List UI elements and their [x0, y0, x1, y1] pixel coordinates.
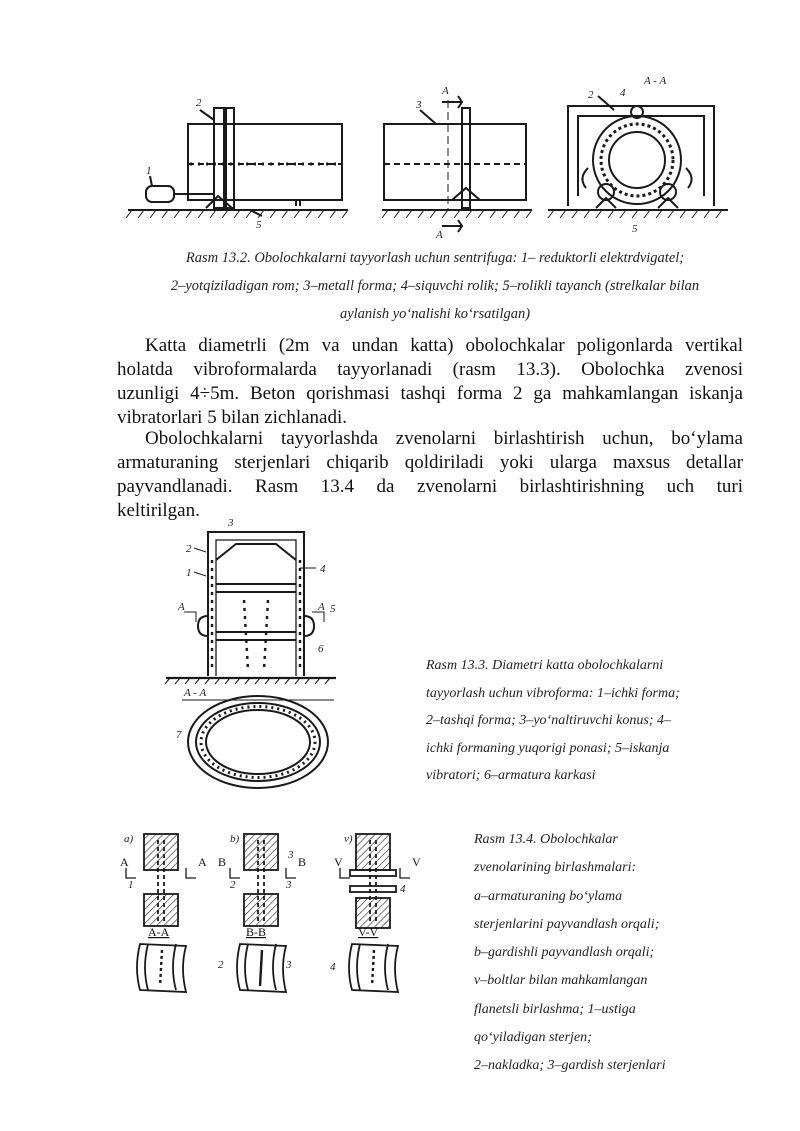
panel-a-letter: a) [124, 833, 134, 845]
fig3-section-aa: A - A [184, 687, 207, 699]
paragraph-line: armaturaning sterjenlari chiqarib qoldiriladi yoki ularga maxsus detallar [117, 452, 743, 473]
panel-b-left-mark: B [218, 855, 227, 869]
caption-line: 2–yotqiziladigan rom; 3–metall forma; 4–siquvchi rolik; 5–rolikli tayanch (strelkalar bilan [170, 278, 700, 294]
caption-line: sterjenlarini payvandlash orqali; [474, 916, 660, 932]
panel-a-right-mark: A [198, 855, 207, 869]
caption-line: Rasm 13.4. Obolochkalar [474, 832, 618, 847]
paragraph-line: Obolochkalarni tayyorlashda zvenolarni birlashtirish uchun, bo‘ylama [145, 428, 743, 449]
panel-a-left-mark: A [120, 855, 129, 869]
fig2-label-3: 3 [416, 99, 422, 111]
fig3-label-1: 1 [186, 567, 192, 579]
panel-v-label-4b: 4 [330, 961, 336, 973]
paragraph-line: payvandlanadi. Rasm 13.4 da zvenolarni birlashtirishning uch turi [117, 476, 743, 497]
panel-v [340, 834, 410, 992]
caption-line: zvenolarining birlashmalari: [474, 860, 637, 876]
caption-line: flanetsli birlashma; 1–ustiga [474, 1001, 636, 1017]
panel-v-letter: v) [344, 833, 353, 845]
panel-b-label-2: 2 [230, 879, 236, 891]
caption-line: 2–tashqi forma; 3–yo‘naltiruvchi konus; 4– [426, 713, 671, 728]
fig2-label-2b: 2 [588, 89, 594, 101]
fig2-label-5b: 5 [632, 223, 638, 235]
caption-line: ichki formaning yuqorigi ponasi; 5–iskanja [426, 740, 670, 756]
panel-b-label-2b: 2 [218, 959, 224, 971]
caption-line: b–gardishli payvandlash orqali; [474, 945, 655, 961]
fig3-section-a-right: A [318, 601, 325, 613]
fig2-label-1: 1 [146, 165, 152, 177]
panel-b-label-3b: 3 [288, 849, 294, 861]
panel-b-letter: b) [230, 833, 240, 845]
fig3-section-a-left: A [178, 601, 185, 613]
fig2-label-2: 2 [196, 97, 202, 109]
panel-b-label-3: 3 [286, 879, 292, 891]
caption-line: v–boltlar bilan mahkamlangan [474, 973, 648, 989]
paragraph-line: keltirilgan. [117, 500, 200, 521]
figure-13-4-caption [474, 826, 774, 1081]
caption-line: aylanish yo‘nalishi ko‘rsatilgan) [339, 306, 531, 322]
fig3-label-5: 5 [330, 603, 336, 615]
fig3-label-2: 2 [186, 543, 192, 555]
panel-b-section: B-B [246, 925, 267, 939]
fig3-label-7: 7 [176, 729, 182, 741]
caption-line: 2–nakladka; 3–gardish sterjenlari [474, 1058, 666, 1074]
panel-b-label-3c: 3 [286, 959, 292, 971]
fig3-label-4: 4 [320, 563, 326, 575]
panel-v-right-mark: V [412, 855, 421, 869]
fig2-section-aa: A - A [644, 75, 667, 87]
fig2-label-4: 4 [620, 87, 626, 99]
caption-line: a–armaturaning bo‘ylama [474, 888, 623, 904]
caption-line: vibratori; 6–armatura karkasi [426, 768, 596, 783]
panel-a-section: A-A [148, 925, 170, 939]
panel-v-label-4: 4 [400, 883, 406, 895]
fig2-label-5: 5 [256, 219, 262, 231]
panel-v-left-mark: V [334, 855, 343, 869]
paragraph-line: vibratorlari 5 bilan zichlanadi. [117, 407, 348, 428]
caption-line: tayyorlash uchun vibroforma: 1–ichki forma; [426, 685, 680, 701]
fig3-label-6: 6 [318, 643, 324, 655]
panel-a [126, 834, 196, 992]
paragraph-line: holatda vibroformalarda tayyorlanadi (rasm 13.3). Obolochka zvenosi [117, 359, 743, 380]
panel-b-right-mark: B [298, 855, 307, 869]
paragraph-line: uzunligi 4÷5m. Beton qorishmasi tashqi forma 2 ga mahkamlangan iskanja [117, 383, 743, 404]
fig2-section-a-bottom: A [436, 229, 443, 241]
caption-line: Rasm 13.3. Diametri katta obolochkalarni [426, 658, 664, 673]
panel-a-label-1: 1 [128, 879, 134, 891]
fig3-label-3: 3 [228, 517, 234, 529]
paragraph-line: Katta diametrli (2m va undan katta) obolochkalar poligonlarda vertikal [145, 335, 743, 356]
caption-line: qo‘yiladigan sterjen; [474, 1030, 592, 1046]
panel-v-section: V-V [358, 925, 379, 939]
caption-line: Rasm 13.2. Obolochkalarni tayyorlash uchun sentrifuga: 1– reduktorli elektrdvigatel; [185, 250, 685, 266]
fig2-section-a-top: A [442, 85, 449, 97]
